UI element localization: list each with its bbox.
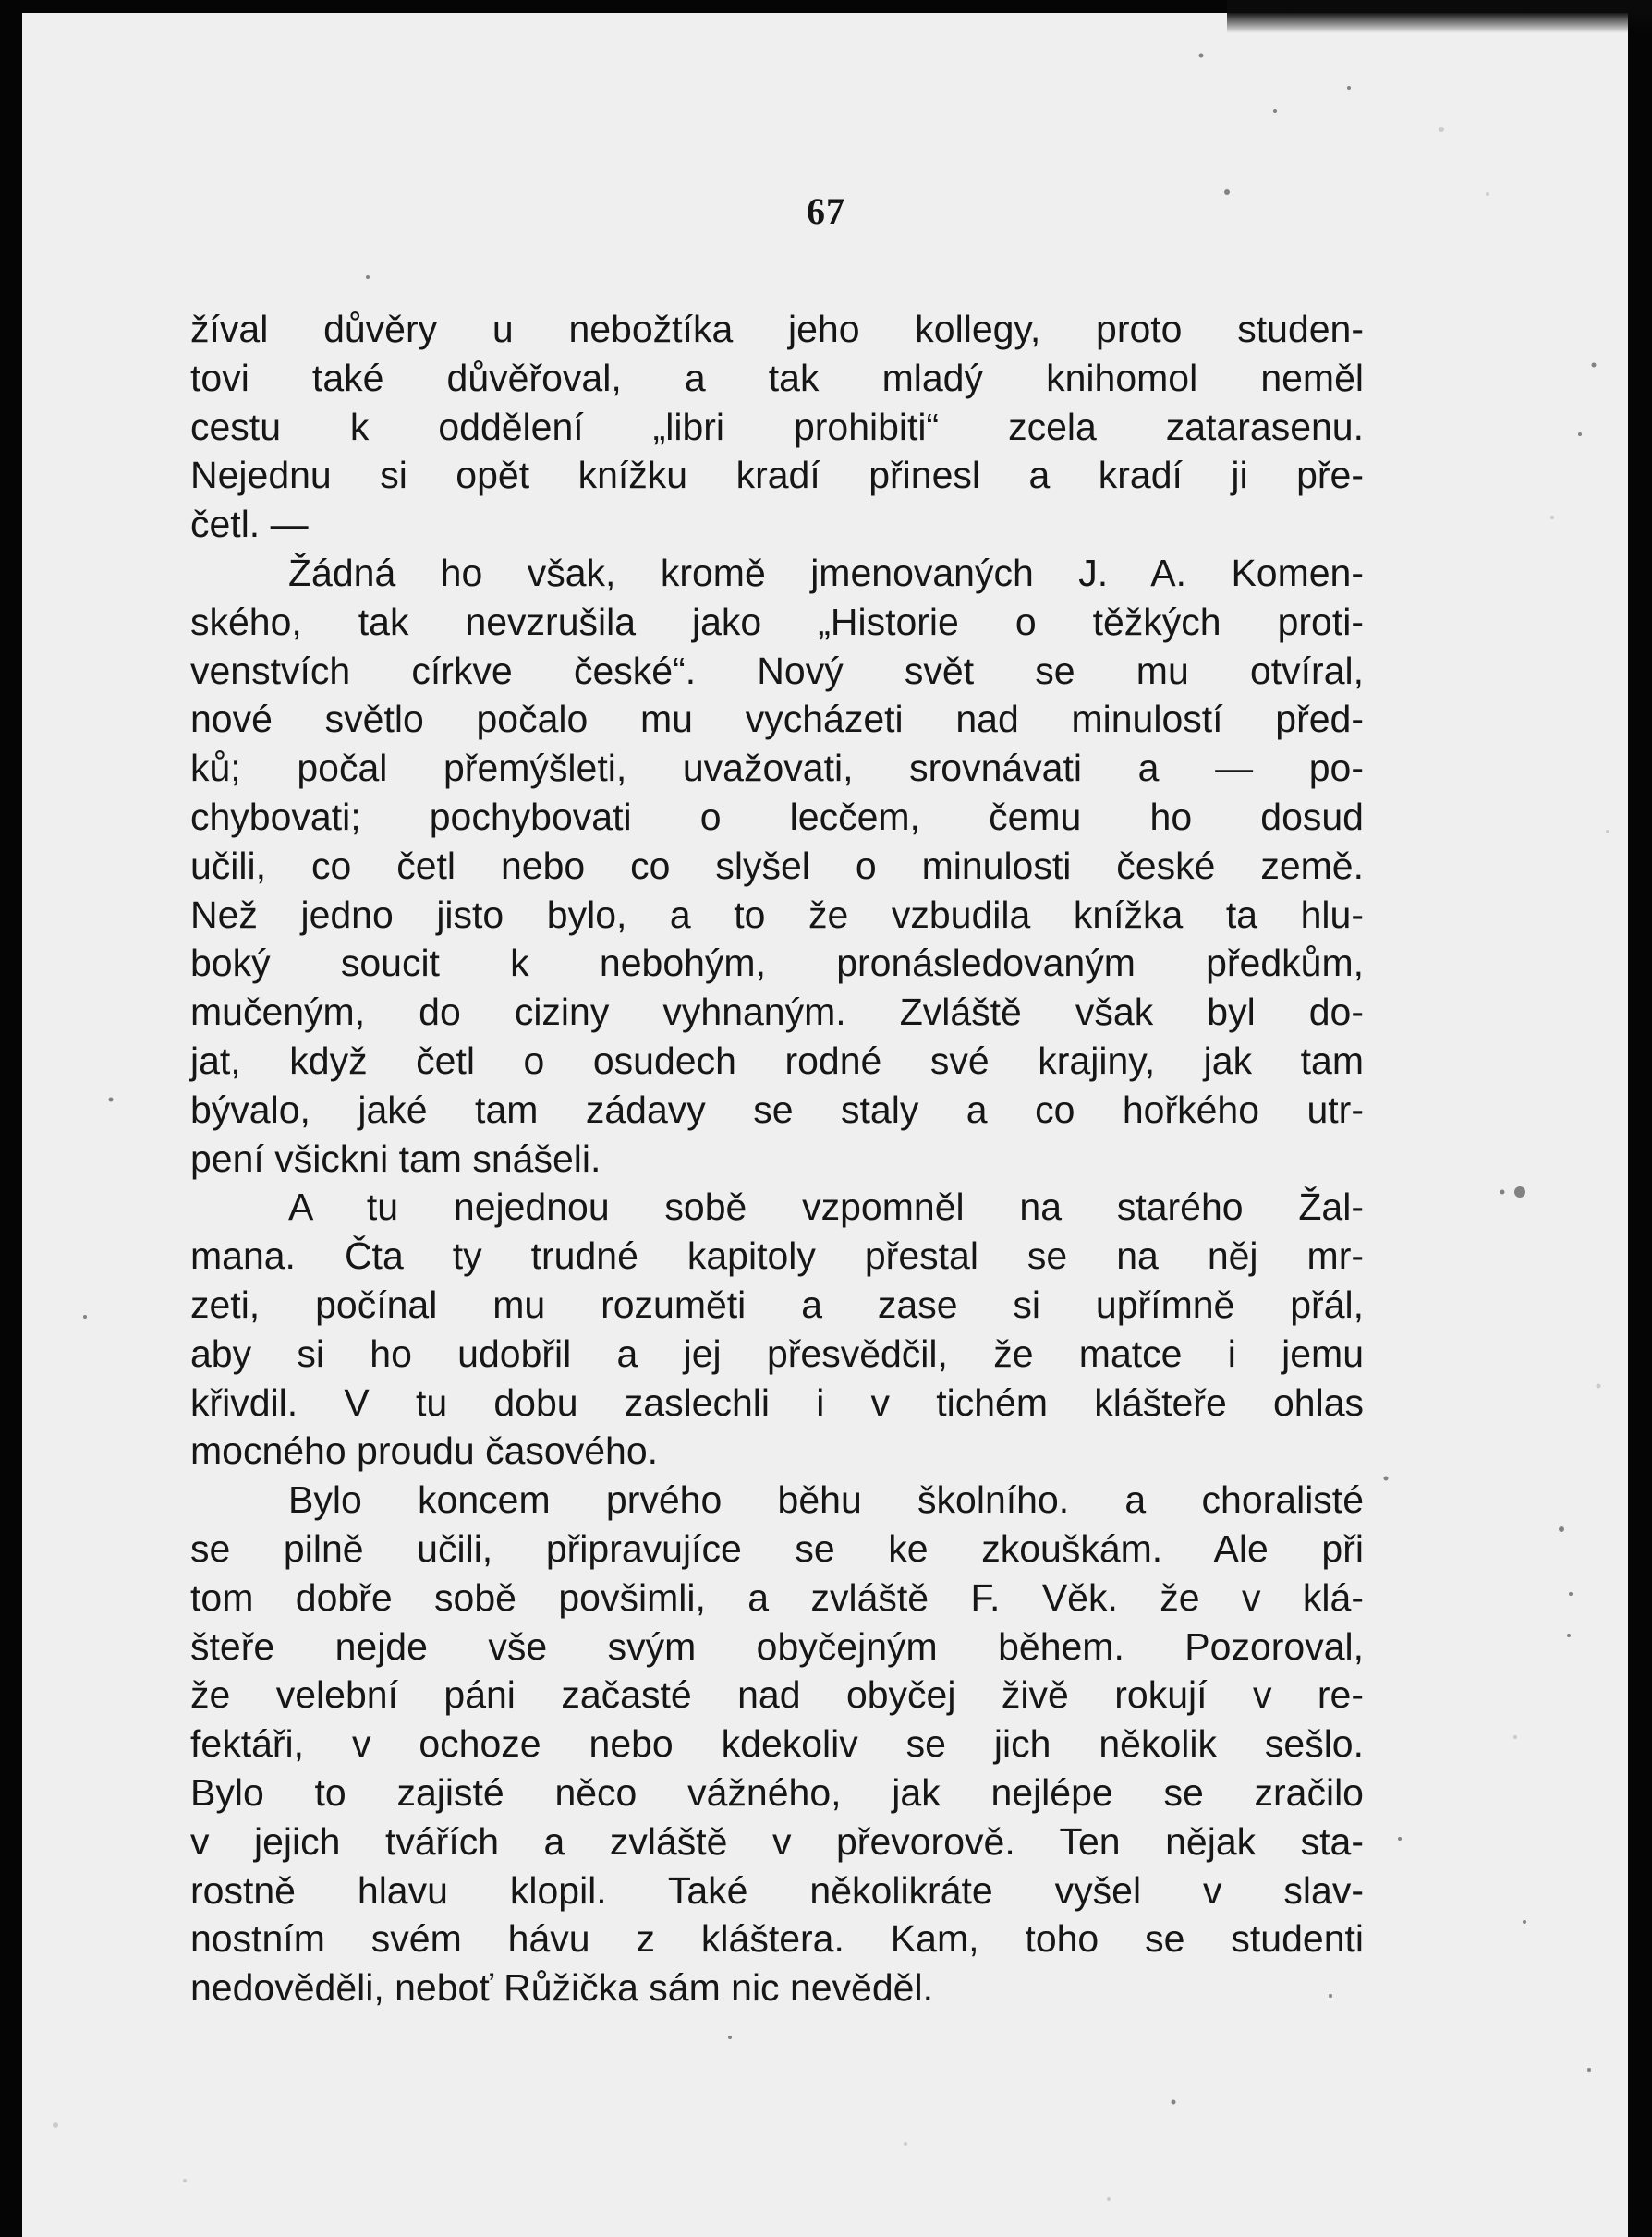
text-line: mocného proudu časového. (190, 1429, 659, 1473)
text-line: aby si ho udobřil a jej přesvědčil, že matce i jemu (190, 1331, 1364, 1375)
text-line: boký soucit k nebohým, pronásledovaným předkům, (190, 942, 1364, 985)
text-line: četl. — (190, 503, 309, 546)
text-line: Než jedno jisto bylo, a to že vzbudila knížka ta hlu- (190, 893, 1364, 936)
text-line: nedověděli, neboť Růžička sám nic nevěděl. (190, 1966, 933, 2010)
page-number: 67 (807, 190, 845, 232)
body-text (190, 305, 1364, 2012)
text-line: mana. Čta ty trudné kapitoly přestal se na něj mr- (190, 1234, 1364, 1278)
text-line: žíval důvěry u nebožtíka jeho kollegy, proto studen- (190, 308, 1364, 350)
text-line: zeti, počínal mu rozuměti a zase si upřímně přál, (190, 1283, 1364, 1326)
text-line: tom dobře sobě povšimli, a zvláště F. Věk. že v klá- (190, 1575, 1364, 1619)
text-line: rostně hlavu klopil. Také několikráte vyšel v slav- (190, 1868, 1364, 1912)
text-line: ského, tak nevzrušila jako „Historie o těžkých proti- (190, 600, 1364, 643)
text-line: pení všickni tam snášeli. (190, 1137, 601, 1180)
text-line: mučeným, do ciziny vyhnaným. Zvláště však byl do- (190, 991, 1364, 1034)
text-line: v jejich tvářích a zvláště v převorově. Ten nějak sta- (190, 1819, 1364, 1863)
text-line: venstvích církve české“. Nový svět se mu otvíral, (190, 649, 1364, 692)
text-line: Žádná ho však, kromě jmenovaných J. A. Komen- (288, 551, 1364, 594)
text-line: cestu k oddělení „libri prohibiti“ zcela zatarasenu. (190, 405, 1364, 448)
text-line: nostním svém hávu z kláštera. Kam, toho se studenti (190, 1917, 1364, 1961)
text-line: učili, co četl nebo co slyšel o minulosti české země. (190, 844, 1364, 887)
text-line: křivdil. V tu dobu zaslechli i v tichém klášteře ohlas (190, 1380, 1364, 1424)
text-line: jat, když četl o osudech rodné své krajiny, jak tam (190, 1039, 1364, 1082)
text-line: šteře nejde vše svým obyčejným během. Pozoroval, (190, 1624, 1364, 1668)
text-line: Bylo koncem prvého běhu školního. a choralisté (288, 1478, 1364, 1522)
text-line: Nejednu si opět knížku kradí přinesl a kradí ji pře- (190, 454, 1364, 497)
text-line: A tu nejednou sobě vzpomněl na starého Žal- (288, 1185, 1364, 1229)
text-line: Bylo to zajisté něco vážného, jak nejlépe se zračilo (190, 1770, 1364, 1814)
text-line: že velební páni začasté nad obyčej živě rokují v re- (190, 1673, 1364, 1717)
text-line: se pilně učili, připravujíce se ke zkouškám. Ale při (190, 1526, 1364, 1570)
text-line: nové světlo počalo mu vycházeti nad minulostí před- (190, 698, 1364, 741)
text-line: ků; počal přemýšleti, uvažovati, srovnávati a — po- (190, 747, 1364, 790)
text-line: tovi také důvěřoval, a tak mladý knihomol neměl (190, 356, 1364, 399)
text-line: chybovati; pochybovati o lecčem, čemu ho dosud (190, 795, 1364, 838)
text-line: bývalo, jaké tam zádavy se staly a co hořkého utr- (190, 1088, 1364, 1131)
text-line: fektáři, v ochoze nebo kdekoliv se jich několik sešlo. (190, 1722, 1364, 1766)
